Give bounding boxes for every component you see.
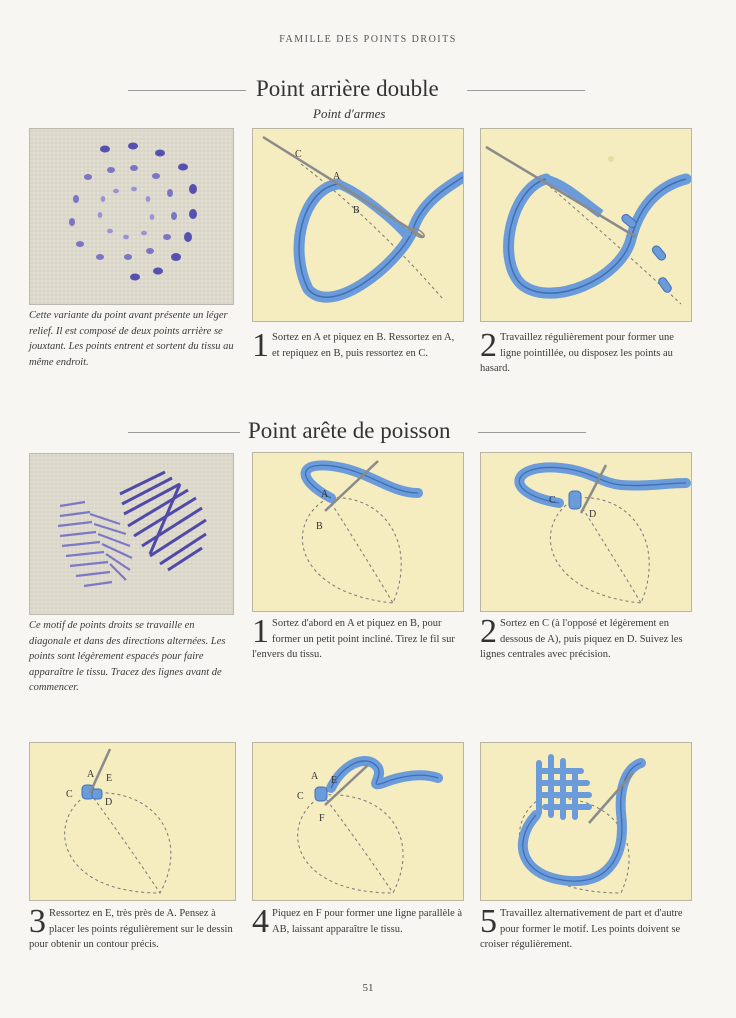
title-rule-right — [467, 90, 585, 91]
page-number: 51 — [362, 982, 374, 994]
label-a: A — [87, 769, 95, 780]
label-a: A — [333, 171, 341, 182]
photo-fishbone-stitch — [29, 453, 234, 615]
label-d: D — [589, 509, 597, 520]
section1-subtitle: Point d'armes — [313, 106, 386, 121]
step-text: Sortez en C (à l'opposé et légèrement en dessous de A), puis piquez en D. Suivez les lignes centrales avec précision. — [480, 618, 683, 660]
diagram-step1-2 — [480, 128, 692, 322]
step-number: 2 — [480, 613, 497, 650]
label-c: C — [549, 495, 556, 506]
section1-step2 — [480, 327, 692, 377]
step-text: Travaillez alternativement de part et d'autre pour former le motif. Les points doivent se croiser régulièrement. — [480, 908, 683, 950]
diagram-step2-3 — [29, 742, 236, 901]
step-number: 3 — [29, 903, 46, 940]
section1-title: Point arrière double — [256, 76, 439, 101]
section2-step2 — [480, 613, 692, 663]
section2-step3 — [29, 903, 236, 953]
section2-caption: Ce motif de points droits se travaille en diagonale et dans des directions alternées. Les points sont légèrement espacés pour faire apparaître le tissu. Tracez des lignes avant de commencer. — [29, 620, 226, 693]
section2-title: Point arête de poisson — [248, 418, 451, 443]
step-text: Piquez en F pour former une ligne parallèle à AB, laissant apparaître le tissu. — [272, 908, 463, 935]
label-c: C — [66, 789, 73, 800]
title-rule-right — [478, 432, 586, 433]
running-head: FAMILLE DES POINTS DROITS — [279, 34, 457, 45]
diagram-step2-1 — [252, 452, 464, 612]
label-e: E — [331, 775, 338, 786]
label-b: B — [353, 205, 360, 216]
section1-caption: Cette variante du point avant présente un léger relief. Il est composé de deux points arrière se jouxtant. Les points entrent et sortent du tissu au même endroit. — [29, 310, 234, 368]
label-f: F — [319, 813, 325, 824]
title-rule-left — [128, 90, 246, 91]
diagram-step2-5 — [480, 742, 692, 901]
label-d: D — [105, 797, 113, 808]
step-text: Ressortez en E, très près de A. Pensez à placer les points régulièrement sur le dessin pour obtenir un contour précis. — [29, 908, 233, 950]
step-number: 2 — [480, 327, 497, 364]
step-number: 1 — [252, 327, 269, 364]
step-text: Sortez d'abord en A et piquez en B, pour former un petit point incliné. Tirez le fil sur l'envers du tissu. — [252, 618, 455, 660]
label-c: C — [297, 791, 304, 802]
label-c: C — [295, 149, 302, 160]
label-a: A — [311, 771, 319, 782]
diagram-step1-1 — [252, 128, 464, 322]
section2-step1 — [252, 613, 464, 663]
step-number: 1 — [252, 613, 269, 650]
diagram-step2-4 — [252, 742, 464, 901]
step-number: 5 — [480, 903, 497, 940]
step-number: 4 — [252, 903, 269, 940]
label-a: A — [321, 489, 329, 500]
label-e: E — [106, 773, 113, 784]
photo-double-back-stitch — [29, 128, 234, 305]
section1-step1 — [252, 327, 464, 364]
diagram-step2-2 — [480, 452, 692, 612]
section2-step5 — [480, 903, 692, 953]
step-text: Sortez en A et piquez en B. Ressortez en A, et repiquez en B, puis ressortez en C. — [272, 332, 455, 359]
title-rule-left — [128, 432, 240, 433]
step-text: Travaillez régulièrement pour former une ligne pointillée, ou disposez les points au hasard. — [480, 332, 674, 374]
label-b: B — [316, 521, 323, 532]
section2-step4 — [252, 903, 464, 940]
